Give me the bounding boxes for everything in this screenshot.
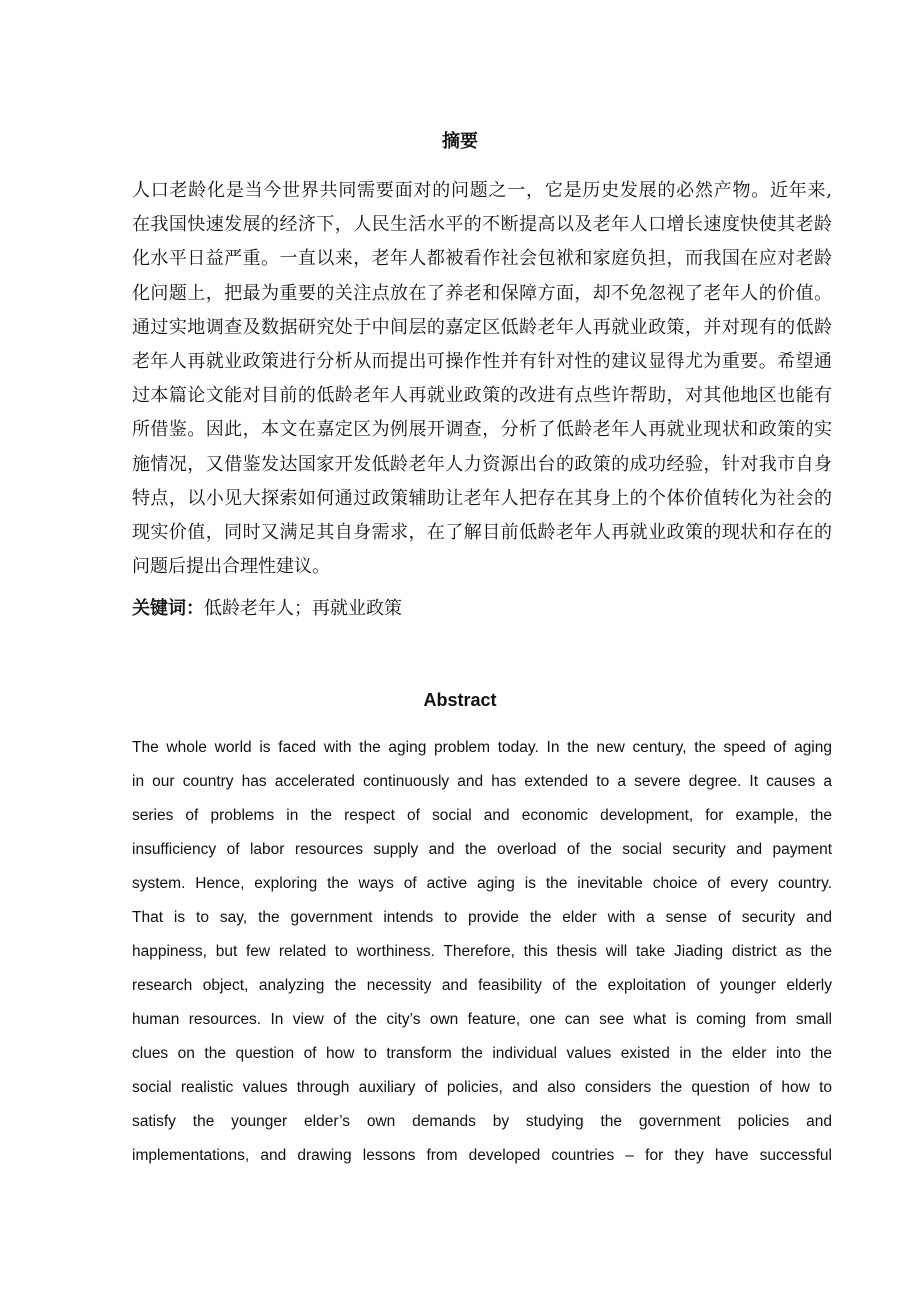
english-abstract-body [132,731,832,1173]
english-abstract-title: Abstract [423,690,497,710]
chinese-abstract-line-12: 问题后提出合理性建议。 [132,556,330,578]
chinese-abstract-line-5: 通过实地调查及数据研究处于中间层的嘉定区低龄老年人再就业政策，并对现有的低龄 [132,316,832,338]
english-abstract-line-3: series of problems in the respect of social and economic development, for example, the [132,807,832,824]
english-abstract-line-7: happiness, but few related to worthiness. Therefore, this thesis will take Jiading district as the [132,943,832,960]
keywords-text: 低龄老年人；再就业政策 [204,598,402,619]
english-abstract-line-8: research object, analyzing the necessity and feasibility of the exploitation of younger elderly [132,977,832,994]
chinese-abstract-line-8: 所借鉴。因此，本文在嘉定区为例展开调查，分析了低龄老年人再就业现状和政策的实 [132,419,832,441]
chinese-abstract-line-1: 人口老龄化是当今世界共同需要面对的问题之一，它是历史发展的必然产物。近年来, [132,180,832,201]
chinese-abstract-line-3: 化水平日益严重。一直以来，老年人都被看作社会包袱和家庭负担，而我国在应对老龄 [132,248,832,270]
chinese-abstract-line-4: 化问题上，把最为重要的关注点放在了养老和保障方面，却不免忽视了老年人的价值。 [132,282,832,304]
chinese-abstract-line-7: 过本篇论文能对目前的低龄老年人再就业政策的改进有点些许帮助，对其他地区也能有 [132,385,832,407]
chinese-abstract-line-2: 在我国快速发展的经济下，人民生活水平的不断提高以及老年人口增长速度快使其老龄 [132,214,832,236]
english-abstract-line-13: implementations, and drawing lessons from developed countries – for they have successful [132,1147,832,1164]
chinese-keywords [132,594,832,623]
keywords-label: 关键词： [132,598,204,619]
chinese-abstract-line-10: 特点，以小见大探索如何通过政策辅助让老年人把存在其身上的个体价值转化为社会的 [132,487,832,509]
chinese-abstract-body [132,174,832,584]
chinese-abstract-line-6: 老年人再就业政策进行分析从而提出可操作性并有针对性的建议显得尤为重要。希望通 [132,350,832,372]
english-abstract-line-1: The whole world is faced with the aging problem today. In the new century, the speed of aging [132,739,832,756]
english-abstract-line-5: system. Hence, exploring the ways of active aging is the inevitable choice of every country. [132,875,832,892]
english-abstract-line-4: insufficiency of labor resources supply and the overload of the social security and payment [132,841,832,858]
chinese-abstract-line-11: 现实价值，同时又满足其自身需求，在了解目前低龄老年人再就业政策的现状和存在的 [132,521,832,543]
english-abstract-line-9: human resources. In view of the city’s own feature, one can see what is coming from small [132,1011,832,1028]
english-abstract-line-2: in our country has accelerated continuously and has extended to a severe degree. It causes a [132,773,832,790]
english-abstract-line-11: social realistic values through auxiliary of policies, and also considers the question of how to [132,1079,832,1096]
chinese-abstract-line-9: 施情况，又借鉴发达国家开发低龄老年人力资源出台的政策的成功经验，针对我市自身 [132,453,832,475]
english-abstract-line-6: That is to say, the government intends to provide the elder with a sense of security and [132,909,832,926]
english-abstract-line-10: clues on the question of how to transform the individual values existed in the elder into the [132,1045,832,1062]
english-abstract-line-12: satisfy the younger elder’s own demands by studying the government policies and [132,1113,832,1130]
chinese-abstract-title: 摘要 [442,131,478,152]
